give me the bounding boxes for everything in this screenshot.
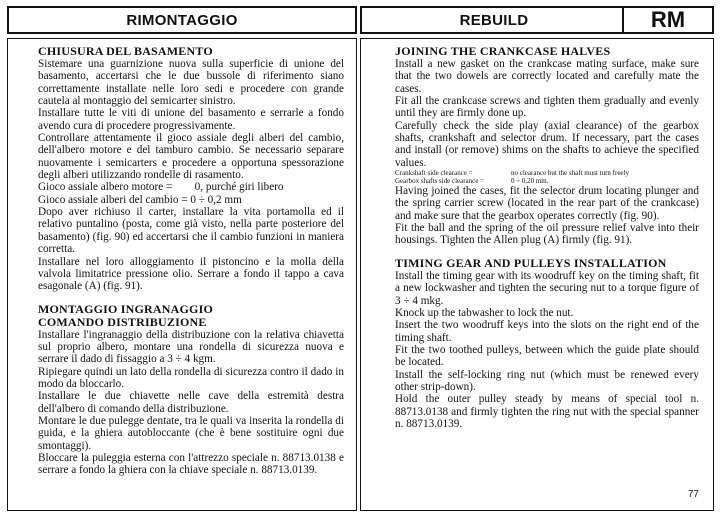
spec-row	[395, 169, 699, 177]
header-right	[360, 6, 714, 34]
spec-label: Gearbox shafts side clearance =	[395, 177, 485, 186]
english-column	[360, 38, 714, 511]
paragraph: Knock up the tabwasher to lock the nut.	[395, 306, 574, 319]
section-code-badge: RM	[622, 8, 712, 32]
paragraph: Installare l'ingranaggio della distribuzione con la relativa chiavetta sul proprio albero, montare una rondella di sicurezza nuova e serrare il dado di fissaggio a 3 ÷ 4 kgm.	[38, 328, 344, 366]
paragraph: Having joined the cases, fit the selector drum locating plunger and the spring carrier screw (located in the rear part of the crankcase) and make sure that the gearbox operates correctly (fig. 90).	[395, 185, 699, 222]
paragraph: Controllare attentamente il gioco assiale degli alberi del cambio, dell'albero motore e del tamburo cambio. Se necessario separare nuovamente i semicarters e procedere a opportuna spessorazione degli alberi utilizzando rondelle di rasamento.	[38, 132, 344, 182]
paragraph: Carefully check the side play (axial clearance) of the gearbox shafts, crankshaft and selector drum. If necessary, part the cases and install (or remove) shims on the shafts to achieve the specified values.	[395, 119, 699, 169]
spec-line: Gioco assiale albero motore = 0, purché giri libero	[38, 181, 284, 194]
paragraph: Fit all the crankcase screws and tighten them gradually and evenly until they are firmly done up.	[395, 95, 699, 120]
spec-value: no clearance but the shaft must turn freely	[511, 169, 629, 178]
header-title-italian: RIMONTAGGIO	[126, 12, 238, 29]
paragraph: Montare le due pulegge dentate, tra le quali va inserita la rondella di guida, e la ghiera autobloccante (che è bene sostituire ogni due smontaggi).	[38, 414, 344, 452]
paragraph: Hold the outer pulley steady by means of special tool n. 88713.0138 and firmly tighten the ring nut with the special spanner n. 88713.0139.	[395, 393, 699, 430]
paragraph: Insert the two woodruff keys into the slots on the right end of the timing shaft.	[395, 319, 699, 344]
section-title-chiusura: CHIUSURA DEL BASAMENTO	[38, 44, 213, 58]
spec-row	[395, 177, 699, 185]
header-left	[7, 6, 357, 34]
paragraph: Fit the ball and the spring of the oil pressure relief valve into their housings. Tighten the Allen plug (A) firmly (fig. 91).	[395, 222, 699, 247]
spec-value: 0 ÷ 0,20 mm.	[511, 177, 549, 186]
paragraph: Bloccare la puleggia esterna con l'attrezzo speciale n. 88713.0138 e serrare a fondo la ghiera con la chiave speciale n. 88713.0139.	[38, 451, 344, 477]
section-title-joining: JOINING THE CRANKCASE HALVES	[395, 44, 611, 58]
header-title-english: REBUILD	[459, 12, 529, 29]
spec-label: Crankshaft side clearance =	[395, 169, 473, 178]
paragraph: Fit the two toothed pulleys, between which the guide plate should be located.	[395, 343, 699, 369]
section-title-montaggio-2: COMANDO DISTRIBUZIONE	[38, 314, 207, 329]
italian-column	[7, 38, 357, 511]
paragraph: Install a new gasket on the crankcase mating surface, make sure that the two dowels are correctly located and carefully mate the cases.	[395, 58, 699, 95]
section-title-timing: TIMING GEAR AND PULLEYS INSTALLATION	[395, 255, 667, 270]
paragraph: Dopo aver richiuso il carter, installare la vita portamolla ed il relativo puntalino (posta, come già visto, nella parte posteriore del basamento) (fig. 90) ed accertarsi che il cambio funzioni in maniera corretta.	[38, 206, 344, 256]
paragraph: Ripiegare quindi un lato della rondella di sicurezza contro il dado in modo da bloccarlo.	[38, 365, 344, 390]
paragraph: Install the self-locking ring nut (which must be renewed every other strip-down).	[395, 368, 699, 393]
paragraph: Installare nel loro alloggiamento il pistoncino e la molla della valvola limitatrice pressione olio. Serrare a fondo il tappo a cava esagonale (A) (fig. 91).	[38, 255, 344, 293]
paragraph: Installare tutte le viti di unione del basamento e serrarle a fondo avendo cura di procedere progressivamente.	[38, 107, 344, 132]
spec-line: Gioco assiale alberi del cambio = 0 ÷ 0,2 mm	[38, 193, 242, 206]
page-number: 77	[687, 489, 699, 500]
paragraph: Sistemare una guarnizione nuova sulla superficie di unione del basamento, accertarsi che le due bussole di riferimento siano correttamente installate nelle loro sedi e procedere con grande cautela al montaggio del semicarter sinistro.	[38, 58, 344, 108]
paragraph: Installare le due chiavette nelle cave della estremità destra dell'albero di comando della distribuzione.	[38, 390, 344, 415]
section-title-montaggio-1: MONTAGGIO INGRANAGGIO	[38, 301, 213, 316]
paragraph: Install the timing gear with its woodruff key on the timing shaft, fit a new lockwasher and tighten the securing nut to a torque figure of 3 ÷ 4 mkg.	[395, 269, 699, 307]
